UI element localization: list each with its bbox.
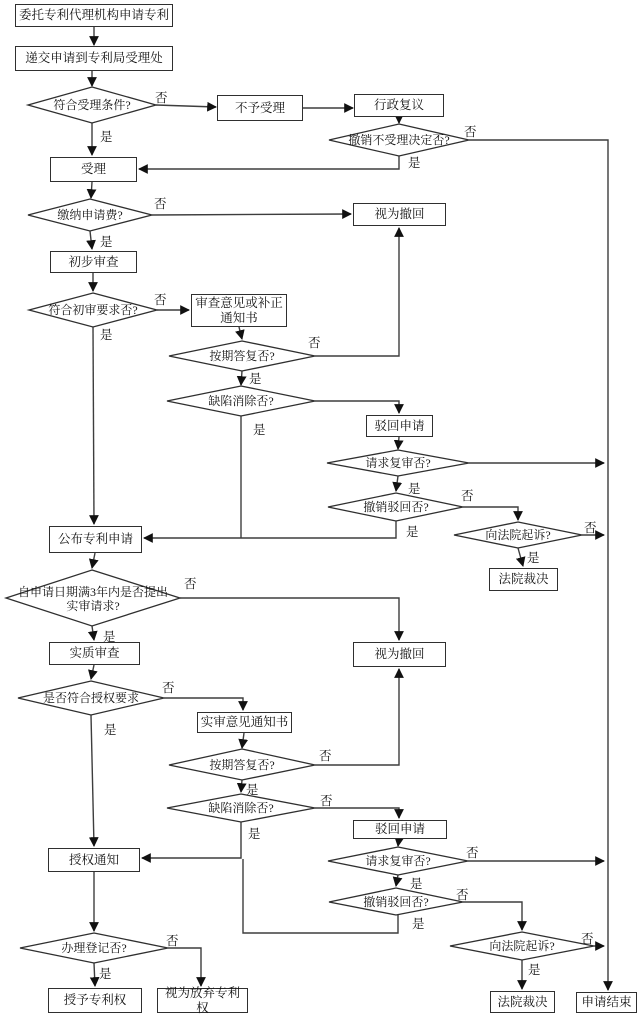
node-publish-application: 公布专利申请	[49, 526, 142, 553]
node-admin-review: 行政复议	[354, 94, 444, 117]
branch-label-yes: 是	[412, 917, 425, 931]
connector	[239, 327, 242, 339]
branch-label-no: 否	[184, 577, 197, 591]
branch-label-no: 否	[308, 336, 321, 350]
node-authorization-notice: 授权通知	[48, 848, 140, 872]
decision-defects-removed-1: 缺陷消除否?	[208, 393, 274, 408]
branch-label-yes: 是	[408, 482, 421, 496]
node-accepted: 受理	[50, 157, 137, 182]
branch-label-yes: 是	[100, 235, 113, 249]
node-court-ruling-2: 法院裁决	[490, 991, 555, 1013]
decision-revoke-nonacceptance: 撤销不受理决定否?	[348, 132, 450, 147]
connector	[142, 822, 241, 858]
connector	[91, 182, 92, 198]
branch-label-no: 否	[154, 293, 167, 307]
branch-label-no: 否	[581, 932, 594, 946]
branch-label-no: 否	[466, 846, 479, 860]
decision-reply-on-time-2: 按期答复否?	[209, 757, 275, 772]
branch-label-yes: 是	[99, 967, 112, 981]
connector	[152, 214, 351, 215]
node-deemed-withdrawn-1: 视为撤回	[353, 203, 446, 226]
branch-label-no: 否	[464, 125, 477, 139]
node-start: 委托专利代理机构申请专利	[15, 4, 173, 27]
branch-label-yes: 是	[246, 783, 259, 797]
connector	[93, 327, 94, 524]
decision-grant-requirements: 是否符合授权要求	[42, 690, 139, 705]
node-deemed-withdrawn-2: 视为撤回	[353, 642, 446, 667]
node-deemed-abandoned: 视为放弃专利权	[157, 988, 248, 1013]
branch-label-yes: 是	[100, 328, 113, 342]
node-grant-patent: 授予专利权	[48, 988, 142, 1013]
decision-revoke-rejection-1: 撤销驳回否?	[363, 499, 429, 514]
branch-label-no: 否	[166, 934, 179, 948]
node-preliminary-exam: 初步审查	[50, 251, 137, 273]
connector	[91, 665, 94, 679]
node-substantive-exam: 实质审查	[49, 642, 140, 665]
decision-sue-in-court-2: 向法院起诉?	[489, 938, 555, 953]
branch-label-yes: 是	[249, 372, 262, 386]
branch-label-yes: 是	[410, 877, 423, 891]
connector	[396, 476, 398, 491]
branch-label-no: 否	[162, 681, 175, 695]
decision-sue-in-court-1: 向法院起诉?	[485, 527, 551, 542]
node-submit-application: 递交申请到专利局受理处	[15, 46, 173, 71]
branch-label-yes: 是	[248, 827, 261, 841]
connector	[241, 780, 242, 792]
branch-label-no: 否	[319, 749, 332, 763]
connector	[315, 401, 399, 413]
node-reject-application-2: 驳回申请	[353, 820, 447, 839]
connector	[92, 553, 95, 568]
node-substantive-opinion-notice: 实审意见通知书	[197, 712, 292, 733]
branch-label-yes: 是	[103, 630, 116, 644]
connector	[315, 228, 399, 356]
connector	[242, 733, 244, 748]
branch-label-no: 否	[320, 794, 333, 808]
branch-label-no: 否	[456, 888, 469, 902]
branch-label-no: 否	[584, 521, 597, 535]
node-reject-application-1: 驳回申请	[366, 415, 433, 437]
connector	[398, 839, 399, 846]
connector	[90, 231, 92, 249]
connector	[241, 371, 242, 385]
branch-label-yes: 是	[104, 723, 117, 737]
node-court-ruling-1: 法院裁决	[489, 568, 558, 591]
decision-defects-removed-2: 缺陷消除否?	[208, 800, 274, 815]
decision-pay-fee: 缴纳申请费?	[57, 207, 123, 222]
connector	[180, 598, 399, 640]
branch-label-no: 否	[155, 91, 168, 105]
branch-label-yes: 是	[528, 963, 541, 977]
branch-label-no: 否	[461, 489, 474, 503]
decision-accept-criteria: 符合受理条件?	[53, 97, 131, 112]
connector	[463, 507, 518, 520]
node-exam-opinion-notice: 审查意见或补正通知书	[191, 294, 287, 327]
connector	[144, 521, 396, 538]
connector	[139, 156, 399, 169]
node-not-accepted: 不予受理	[217, 95, 303, 121]
connector	[168, 948, 201, 986]
connector	[315, 808, 399, 818]
connector	[164, 698, 243, 710]
connector	[463, 902, 522, 930]
connector	[92, 626, 94, 640]
connector	[396, 875, 398, 886]
branch-label-yes: 是	[406, 525, 419, 539]
decision-reply-on-time-1: 按期答复否?	[209, 348, 275, 363]
connector	[398, 437, 399, 449]
decision-request-reexam-1: 请求复审否?	[365, 455, 431, 470]
branch-label-yes: 是	[253, 423, 266, 437]
decision-request-within-3-years: 自申请日期满3年内是否提出实审请求?	[17, 584, 168, 613]
connector	[518, 548, 523, 566]
branch-label-yes: 是	[100, 130, 113, 144]
branch-label-no: 否	[154, 197, 167, 211]
decision-revoke-rejection-2: 撤销驳回否?	[363, 894, 429, 909]
branch-label-yes: 是	[408, 156, 421, 170]
branch-label-yes: 是	[527, 551, 540, 565]
connector	[91, 715, 94, 846]
decision-prelim-requirements: 符合初审要求否?	[48, 302, 138, 317]
connector	[94, 963, 95, 986]
decision-handle-registration: 办理登记否?	[61, 940, 127, 955]
decision-request-reexam-2: 请求复审否?	[365, 853, 431, 868]
node-application-end: 申请结束	[576, 992, 637, 1013]
